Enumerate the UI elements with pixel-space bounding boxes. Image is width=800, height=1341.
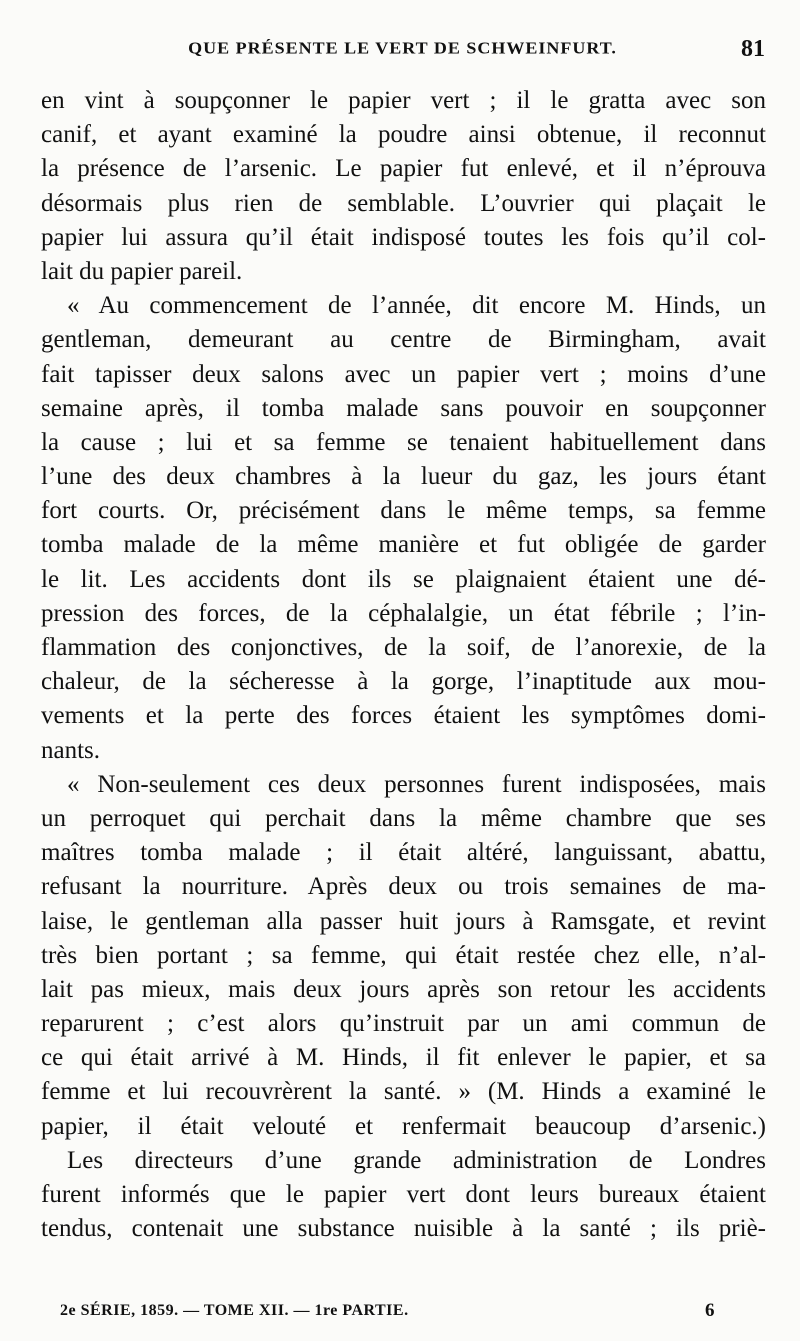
text-line: femme et lui recouvrèrent la santé. » (M. Hinds a examiné le: [41, 1078, 766, 1106]
text-line: un perroquet qui perchait dans la même chambre que ses: [41, 804, 766, 832]
text-line: en vint à soupçonner le papier vert ; il le gratta avec son: [41, 87, 766, 114]
text-line: maîtres tomba malade ; il était altéré, languissant, abattu,: [41, 839, 766, 867]
text-line: furent informés que le papier vert dont leurs bureaux étaient: [41, 1181, 766, 1208]
page-number: 81: [741, 36, 765, 62]
text-line: reparurent ; c’est alors qu’instruit par un ami commun de: [41, 1010, 766, 1038]
running-title: QUE PRÉSENTE LE VERT DE SCHWEINFURT.: [188, 38, 617, 58]
text-line: tendus, contenait une substance nuisible à la santé ; ils priè-: [41, 1215, 766, 1243]
text-line: papier lui assura qu’il était indisposé toutes les fois qu’il col-: [41, 223, 766, 251]
text-line: le lit. Les accidents dont ils se plaignaient étaient une dé-: [41, 565, 766, 593]
signature-mark: 6: [705, 1300, 715, 1321]
series-line: 2e SÉRIE, 1859. — TOME XII. — 1re PARTIE.: [60, 1302, 409, 1319]
text-line: flammation des conjonctives, de la soif, de l’anorexie, de la: [41, 634, 766, 661]
text-line: gentleman, demeurant au centre de Birmingham, avait: [41, 326, 766, 354]
text-line: l’une des deux chambres à la lueur du gaz, les jours étant: [41, 463, 766, 491]
text-line: refusant la nourriture. Après deux ou trois semaines de ma-: [41, 873, 766, 901]
text-line: papier, il était velouté et renfermait beaucoup d’arsenic.): [41, 1112, 766, 1140]
body-text: [41, 84, 766, 1246]
text-line: chaleur, de la sécheresse à la gorge, l’inaptitude aux mou-: [41, 668, 766, 696]
text-line: pression des forces, de la céphalalgie, un état fébrile ; l’in-: [41, 599, 766, 627]
text-line: Les directeurs d’une grande administration de Londres: [67, 1146, 766, 1174]
text-line: semaine après, il tomba malade sans pouvoir en soupçonner: [41, 394, 766, 422]
text-line: tomba malade de la même manière et fut obligée de garder: [41, 531, 766, 559]
text-line: très bien portant ; sa femme, qui était restée chez elle, n’al-: [41, 941, 766, 969]
text-line: fait tapisser deux salons avec un papier vert ; moins d’une: [41, 360, 766, 388]
text-line: fort courts. Or, précisément dans le même temps, sa femme: [41, 497, 766, 525]
text-line: vements et la perte des forces étaient les symptômes domi-: [41, 702, 766, 730]
text-line: laise, le gentleman alla passer huit jours à Ramsgate, et revint: [41, 907, 766, 935]
text-line: la présence de l’arsenic. Le papier fut enlevé, et il n’éprouva: [41, 155, 766, 183]
running-head: [40, 36, 765, 66]
text-line: nants.: [41, 736, 101, 764]
text-line: la cause ; lui et sa femme se tenaient habituellement dans: [41, 428, 766, 456]
text-line: « Au commencement de l’année, dit encore M. Hinds, un: [67, 292, 766, 320]
text-line: ce qui était arrivé à M. Hinds, il fit enlever le papier, et sa: [41, 1044, 766, 1072]
text-line: canif, et ayant examiné la poudre ainsi obtenue, il reconnut: [41, 121, 766, 149]
text-line: lait du papier pareil.: [41, 257, 243, 285]
text-line: désormais plus rien de semblable. L’ouvrier qui plaçait le: [41, 189, 766, 217]
text-line: lait pas mieux, mais deux jours après son retour les accidents: [41, 975, 766, 1003]
text-line: « Non-seulement ces deux personnes furent indisposées, mais: [67, 770, 766, 798]
